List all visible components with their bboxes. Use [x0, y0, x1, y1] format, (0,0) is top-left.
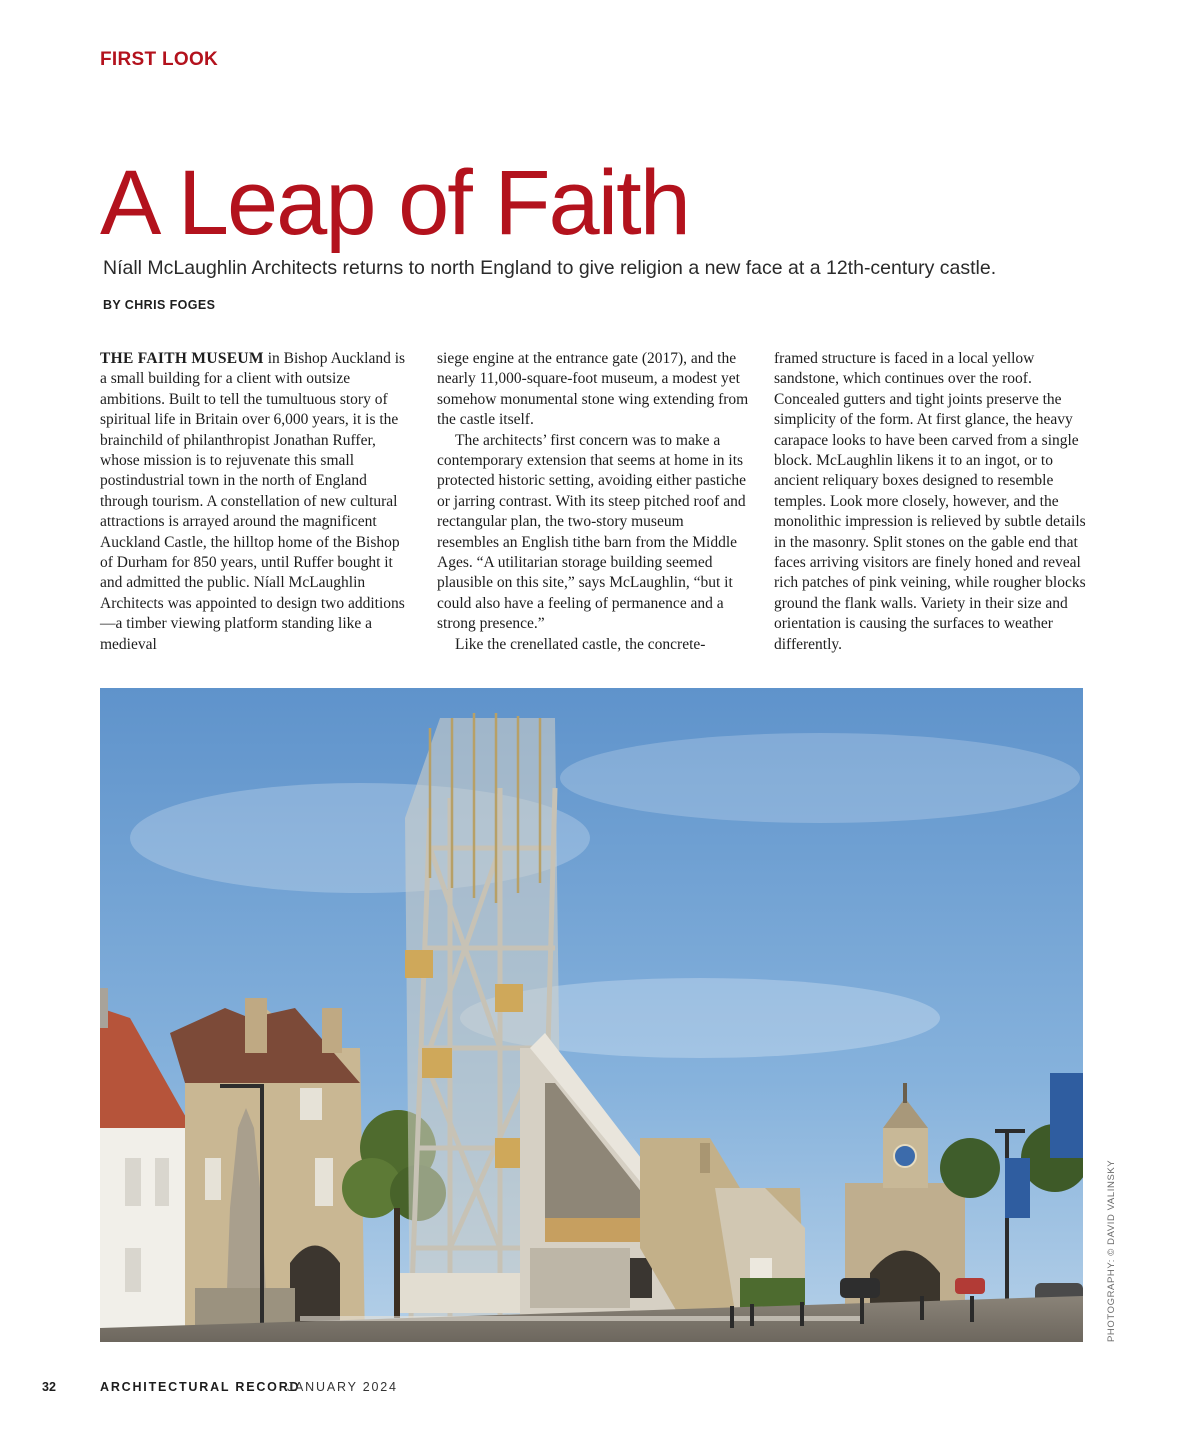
body-paragraph: The architects’ first concern was to make a contemporary extension that seems at home in its protected historic setting, avoiding either pastiche or jarring contrast. With its steep pitched roof and rectangular plan, the two-story museum resembles an English tithe barn from the Middle Ages. “A utilitarian storage building seemed plausible on this site,” says McLaughlin, “but it could also have a feeling of permanence and a strong presence.”	[437, 431, 747, 633]
magazine-name: ARCHITECTURAL RECORD	[100, 1380, 301, 1394]
byline: BY CHRIS FOGES	[103, 298, 216, 312]
article-title: A Leap of Faith	[100, 152, 689, 254]
issue-date: JANUARY 2024	[287, 1380, 398, 1394]
body-paragraph	[100, 349, 412, 655]
body-column-2	[437, 349, 749, 655]
body-column-1	[100, 349, 412, 655]
museum-photo	[100, 688, 1083, 1342]
section-label: FIRST LOOK	[100, 49, 219, 70]
lead-in: THE FAITH MUSEUM	[100, 350, 264, 367]
body-text: in Bishop Auckland is a small building for a client with outsize ambitions. Built to tell the tumultuous story of spiritual life in Britain over 6,000 years, it is the brainchild of philanthropist Jonathan Ruffer, whose mission is to rejuvenate this small postindustrial town in the north of England through tourism. A constellation of new cultural attractions is arrayed around the magnificent Auckland Castle, the hilltop home of the Bishop of Durham for 850 years, until Ruffer bought it and admitted the public. Níall McLaughlin Architects was appointed to design two additions—a timber viewing platform standing like a medieval	[100, 350, 406, 653]
body-paragraph: siege engine at the entrance gate (2017), and the nearly 11,000-square-foot museum, a modest yet somehow monumental stone wing extending from the castle itself.	[437, 350, 749, 429]
body-paragraph: Like the crenellated castle, the concrete-	[455, 635, 706, 653]
body-column-3	[774, 349, 1086, 655]
photo-credit: PHOTOGRAPHY: © DAVID VALINSKY	[1106, 1159, 1117, 1342]
body-paragraph: framed structure is faced in a local yellow sandstone, which continues over the roof. Concealed gutters and tight joints preserve the simplicity of the form. At first glance, the heavy carapace looks to have been carved from a single block. McLaughlin likens it to an ingot, or to ancient reliquary boxes designed to resemble temples. Look more closely, however, and the monolithic impression is relieved by subtle details in the masonry. Split stones on the gable end that faces arriving visitors are finely honed and reveal rich patches of pink veining, while rougher blocks ground the flank walls. Variety in their size and orientation is causing the surfaces to weather differently.	[774, 350, 1086, 653]
article-deck: Níall McLaughlin Architects returns to north England to give religion a new face at a 12th-century castle.	[103, 257, 997, 279]
page-number: 32	[42, 1380, 56, 1394]
